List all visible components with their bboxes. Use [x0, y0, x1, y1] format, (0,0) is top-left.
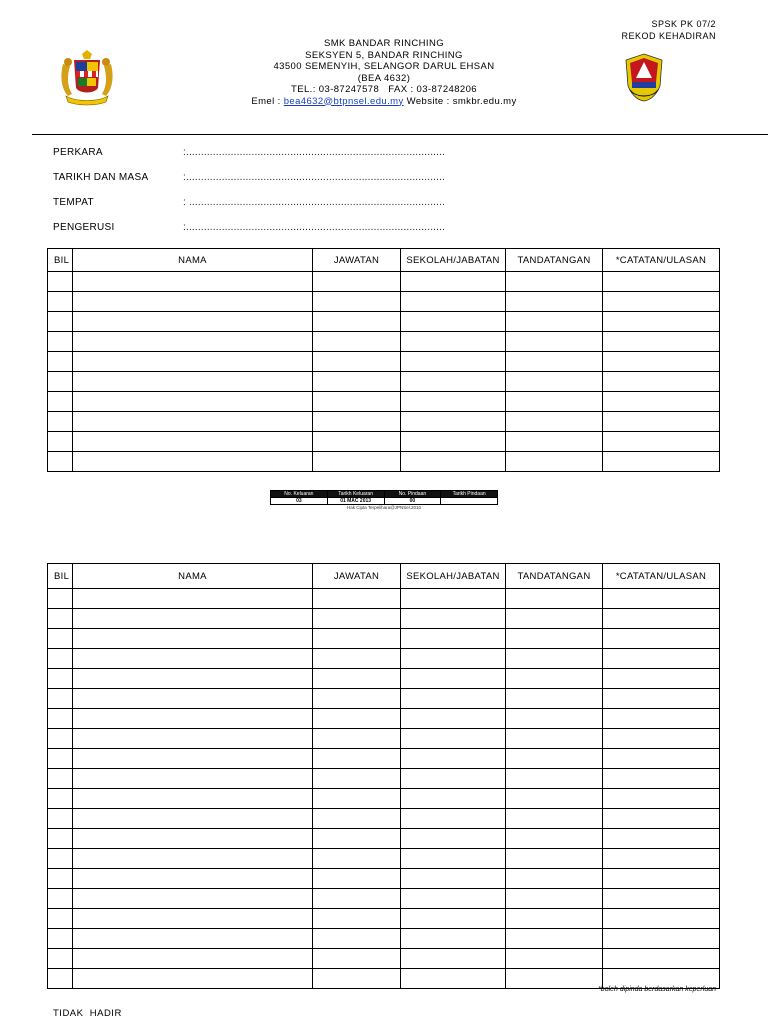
stamp-header-tarikh-keluaran: Tarikh Keluaran: [327, 491, 384, 498]
table-row: [48, 392, 720, 412]
cell-tandatangan[interactable]: [506, 809, 603, 829]
stamp-value-tarikh-keluaran: 01 MAC 2013: [327, 498, 384, 505]
cell-bil[interactable]: [48, 272, 73, 292]
cell-sekolah-jabatan[interactable]: [401, 292, 506, 312]
cell-catatan-ulasan[interactable]: [603, 629, 720, 649]
cell-catatan-ulasan[interactable]: [603, 312, 720, 332]
cell-bil[interactable]: [48, 392, 73, 412]
cell-bil[interactable]: [48, 312, 73, 332]
cell-sekolah-jabatan[interactable]: [401, 272, 506, 292]
cell-sekolah-jabatan[interactable]: [401, 609, 506, 629]
field-label-tempat: TEMPAT: [53, 197, 94, 208]
cell-catatan-ulasan[interactable]: [603, 789, 720, 809]
cell-nama[interactable]: [73, 312, 313, 332]
cell-tandatangan[interactable]: [506, 969, 603, 989]
cell-nama[interactable]: [73, 689, 313, 709]
table-row: [48, 312, 720, 332]
cell-jawatan[interactable]: [313, 392, 401, 412]
cell-tandatangan[interactable]: [506, 629, 603, 649]
absent-section-title: TIDAK HADIR: [53, 1008, 122, 1019]
cell-bil[interactable]: [48, 649, 73, 669]
table-row: [48, 272, 720, 292]
cell-catatan-ulasan[interactable]: [603, 889, 720, 909]
school-address-line2: 43500 SEMENYIH, SELANGOR DARUL EHSAN: [273, 61, 495, 72]
cell-sekolah-jabatan[interactable]: [401, 749, 506, 769]
cell-jawatan[interactable]: [313, 452, 401, 472]
cell-nama[interactable]: [73, 969, 313, 989]
cell-catatan-ulasan[interactable]: [603, 869, 720, 889]
cell-nama[interactable]: [73, 669, 313, 689]
cell-nama[interactable]: [73, 809, 313, 829]
table-row: [48, 869, 720, 889]
cell-catatan-ulasan[interactable]: [603, 392, 720, 412]
footnote: *boleh dipinda berdasarkan keperluan: [598, 986, 716, 993]
revision-stamp: [270, 490, 498, 505]
form-number: SPSK PK 07/2: [651, 19, 716, 29]
table-row: [48, 829, 720, 849]
cell-bil[interactable]: [48, 809, 73, 829]
cell-nama[interactable]: [73, 589, 313, 609]
cell-catatan-ulasan[interactable]: [603, 649, 720, 669]
cell-jawatan[interactable]: [313, 829, 401, 849]
cell-sekolah-jabatan[interactable]: [401, 372, 506, 392]
cell-jawatan[interactable]: [313, 969, 401, 989]
table-row: [48, 609, 720, 629]
cell-jawatan[interactable]: [313, 869, 401, 889]
cell-tandatangan[interactable]: [506, 589, 603, 609]
cell-catatan-ulasan[interactable]: [603, 272, 720, 292]
cell-tandatangan[interactable]: [506, 649, 603, 669]
cell-bil[interactable]: [48, 609, 73, 629]
cell-tandatangan[interactable]: [506, 312, 603, 332]
cell-sekolah-jabatan[interactable]: [401, 829, 506, 849]
cell-sekolah-jabatan[interactable]: [401, 432, 506, 452]
stamp-value-tarikh-pindaan: [441, 498, 498, 505]
attendance-table-1: [47, 248, 720, 472]
cell-bil[interactable]: [48, 689, 73, 709]
school-name: SMK BANDAR RINCHING: [323, 38, 445, 49]
cell-nama[interactable]: [73, 949, 313, 969]
table-row: [48, 432, 720, 452]
cell-jawatan[interactable]: [313, 929, 401, 949]
cell-tandatangan[interactable]: [506, 412, 603, 432]
cell-sekolah-jabatan[interactable]: [401, 809, 506, 829]
cell-sekolah-jabatan[interactable]: [401, 452, 506, 472]
cell-bil[interactable]: [48, 452, 73, 472]
cell-catatan-ulasan[interactable]: [603, 769, 720, 789]
school-address-line1: SEKSYEN 5, BANDAR RINCHING: [305, 49, 463, 61]
stamp-value-no-keluaran: 03: [271, 498, 328, 505]
cell-catatan-ulasan[interactable]: [603, 589, 720, 609]
header-catatan-ulasan: *CATATAN/ULASAN: [603, 564, 720, 589]
table-row: [48, 849, 720, 869]
cell-jawatan[interactable]: [313, 729, 401, 749]
header-sekolah-jabatan: SEKOLAH/JABATAN: [401, 249, 506, 272]
cell-tandatangan[interactable]: [506, 292, 603, 312]
cell-bil[interactable]: [48, 969, 73, 989]
cell-jawatan[interactable]: [313, 589, 401, 609]
table-row: [48, 949, 720, 969]
cell-tandatangan[interactable]: [506, 689, 603, 709]
cell-bil[interactable]: [48, 352, 73, 372]
cell-bil[interactable]: [48, 889, 73, 909]
school-phone-fax: TEL.: 03-87247578 FAX : 03-87248206: [291, 84, 477, 95]
field-value-pengerusi[interactable]: :.......................................................................................: [183, 222, 446, 233]
cell-nama[interactable]: [73, 452, 313, 472]
cell-nama[interactable]: [73, 649, 313, 669]
cell-nama[interactable]: [73, 272, 313, 292]
cell-nama[interactable]: [73, 929, 313, 949]
cell-jawatan[interactable]: [313, 689, 401, 709]
field-value-tarikh-masa[interactable]: :.......................................................................................: [183, 172, 446, 183]
cell-tandatangan[interactable]: [506, 392, 603, 412]
cell-tandatangan[interactable]: [506, 729, 603, 749]
table-row: [48, 789, 720, 809]
cell-bil[interactable]: [48, 949, 73, 969]
cell-nama[interactable]: [73, 889, 313, 909]
header-jawatan: JAWATAN: [313, 564, 401, 589]
field-label-perkara: PERKARA: [53, 147, 103, 158]
header-bil: BIL: [48, 249, 73, 272]
cell-jawatan[interactable]: [313, 292, 401, 312]
cell-sekolah-jabatan[interactable]: [401, 949, 506, 969]
cell-catatan-ulasan[interactable]: [603, 432, 720, 452]
form-title: REKOD KEHADIRAN: [621, 31, 716, 41]
cell-sekolah-jabatan[interactable]: [401, 352, 506, 372]
cell-tandatangan[interactable]: [506, 272, 603, 292]
cell-catatan-ulasan[interactable]: [603, 609, 720, 629]
cell-jawatan[interactable]: [313, 629, 401, 649]
cell-bil[interactable]: [48, 432, 73, 452]
field-value-tempat[interactable]: : ......................................................................................: [183, 197, 446, 208]
cell-bil[interactable]: [48, 749, 73, 769]
cell-catatan-ulasan[interactable]: [603, 949, 720, 969]
cell-tandatangan[interactable]: [506, 829, 603, 849]
cell-sekolah-jabatan[interactable]: [401, 312, 506, 332]
cell-jawatan[interactable]: [313, 432, 401, 452]
table-row: [48, 689, 720, 709]
cell-bil[interactable]: [48, 589, 73, 609]
cell-tandatangan[interactable]: [506, 769, 603, 789]
cell-catatan-ulasan[interactable]: [603, 332, 720, 352]
school-header: [0, 38, 768, 107]
cell-nama[interactable]: [73, 729, 313, 749]
table-row: [48, 749, 720, 769]
cell-jawatan[interactable]: [313, 352, 401, 372]
cell-sekolah-jabatan[interactable]: [401, 769, 506, 789]
cell-jawatan[interactable]: [313, 669, 401, 689]
cell-nama[interactable]: [73, 332, 313, 352]
cell-jawatan[interactable]: [313, 849, 401, 869]
cell-jawatan[interactable]: [313, 909, 401, 929]
cell-tandatangan[interactable]: [506, 909, 603, 929]
cell-tandatangan[interactable]: [506, 352, 603, 372]
cell-catatan-ulasan[interactable]: [603, 829, 720, 849]
cell-tandatangan[interactable]: [506, 849, 603, 869]
cell-bil[interactable]: [48, 729, 73, 749]
cell-jawatan[interactable]: [313, 749, 401, 769]
cell-jawatan[interactable]: [313, 649, 401, 669]
cell-tandatangan[interactable]: [506, 789, 603, 809]
cell-catatan-ulasan[interactable]: [603, 709, 720, 729]
cell-nama[interactable]: [73, 909, 313, 929]
cell-bil[interactable]: [48, 372, 73, 392]
cell-tandatangan[interactable]: [506, 669, 603, 689]
cell-bil[interactable]: [48, 789, 73, 809]
table-row: [48, 372, 720, 392]
table-row: [48, 589, 720, 609]
field-value-perkara[interactable]: :.......................................................................................: [183, 147, 446, 158]
school-code: (BEA 4632): [357, 72, 411, 84]
cell-nama[interactable]: [73, 829, 313, 849]
stamp-value-no-pindaan: 00: [384, 498, 441, 505]
cell-sekolah-jabatan[interactable]: [401, 669, 506, 689]
cell-nama[interactable]: [73, 392, 313, 412]
cell-catatan-ulasan[interactable]: [603, 849, 720, 869]
email-label: Emel :: [251, 95, 281, 107]
cell-bil[interactable]: [48, 849, 73, 869]
stamp-header-tarikh-pindaan: Tarikh Pindaan: [441, 491, 498, 498]
cell-tandatangan[interactable]: [506, 869, 603, 889]
cell-catatan-ulasan[interactable]: [603, 292, 720, 312]
cell-nama[interactable]: [73, 352, 313, 372]
cell-nama[interactable]: [73, 749, 313, 769]
header-sekolah-jabatan: SEKOLAH/JABATAN: [401, 564, 506, 589]
cell-jawatan[interactable]: [313, 889, 401, 909]
cell-tandatangan[interactable]: [506, 332, 603, 352]
cell-tandatangan[interactable]: [506, 452, 603, 472]
table-row: [48, 649, 720, 669]
table-header-row: [48, 249, 720, 272]
cell-jawatan[interactable]: [313, 312, 401, 332]
cell-nama[interactable]: [73, 629, 313, 649]
cell-nama[interactable]: [73, 292, 313, 312]
header-jawatan: JAWATAN: [313, 249, 401, 272]
header-tandatangan: TANDATANGAN: [506, 564, 603, 589]
cell-tandatangan[interactable]: [506, 709, 603, 729]
table-row: [48, 889, 720, 909]
cell-sekolah-jabatan[interactable]: [401, 889, 506, 909]
cell-tandatangan[interactable]: [506, 372, 603, 392]
cell-sekolah-jabatan[interactable]: [401, 849, 506, 869]
attendance-table-2: [47, 563, 720, 989]
cell-bil[interactable]: [48, 869, 73, 889]
field-label-pengerusi: PENGERUSI: [53, 222, 115, 233]
cell-bil[interactable]: [48, 292, 73, 312]
cell-sekolah-jabatan[interactable]: [401, 929, 506, 949]
cell-tandatangan[interactable]: [506, 929, 603, 949]
cell-tandatangan[interactable]: [506, 609, 603, 629]
cell-tandatangan[interactable]: [506, 432, 603, 452]
table-row: [48, 729, 720, 749]
cell-catatan-ulasan[interactable]: [603, 809, 720, 829]
cell-sekolah-jabatan[interactable]: [401, 709, 506, 729]
cell-catatan-ulasan[interactable]: [603, 452, 720, 472]
school-contact: [0, 96, 768, 108]
cell-nama[interactable]: [73, 412, 313, 432]
cell-catatan-ulasan[interactable]: [603, 412, 720, 432]
cell-sekolah-jabatan[interactable]: [401, 869, 506, 889]
table-row: [48, 909, 720, 929]
cell-jawatan[interactable]: [313, 789, 401, 809]
cell-sekolah-jabatan[interactable]: [401, 332, 506, 352]
cell-tandatangan[interactable]: [506, 889, 603, 909]
cell-sekolah-jabatan[interactable]: [401, 729, 506, 749]
cell-catatan-ulasan[interactable]: [603, 929, 720, 949]
cell-bil[interactable]: [48, 332, 73, 352]
cell-bil[interactable]: [48, 909, 73, 929]
table-row: [48, 452, 720, 472]
table-row: [48, 629, 720, 649]
cell-bil[interactable]: [48, 629, 73, 649]
cell-sekolah-jabatan[interactable]: [401, 629, 506, 649]
cell-jawatan[interactable]: [313, 412, 401, 432]
cell-nama[interactable]: [73, 372, 313, 392]
cell-sekolah-jabatan[interactable]: [401, 689, 506, 709]
table-row: [48, 709, 720, 729]
cell-nama[interactable]: [73, 609, 313, 629]
cell-sekolah-jabatan[interactable]: [401, 392, 506, 412]
table-header-row: [48, 564, 720, 589]
header-tandatangan: TANDATANGAN: [506, 249, 603, 272]
cell-nama[interactable]: [73, 849, 313, 869]
table-row: [48, 352, 720, 372]
cell-jawatan[interactable]: [313, 949, 401, 969]
header-catatan-ulasan: *CATATAN/ULASAN: [603, 249, 720, 272]
cell-bil[interactable]: [48, 769, 73, 789]
cell-bil[interactable]: [48, 929, 73, 949]
stamp-header-no-pindaan: No. Pindaan: [384, 491, 441, 498]
cell-jawatan[interactable]: [313, 809, 401, 829]
cell-catatan-ulasan[interactable]: [603, 689, 720, 709]
cell-sekolah-jabatan[interactable]: [401, 649, 506, 669]
table-row: [48, 929, 720, 949]
stamp-header-no-keluaran: No. Keluaran: [271, 491, 328, 498]
cell-jawatan[interactable]: [313, 769, 401, 789]
cell-nama[interactable]: [73, 432, 313, 452]
cell-catatan-ulasan[interactable]: [603, 749, 720, 769]
cell-jawatan[interactable]: [313, 332, 401, 352]
email-link[interactable]: bea4632@btpnsel.edu.my: [283, 95, 404, 107]
cell-catatan-ulasan[interactable]: [603, 909, 720, 929]
header-nama: NAMA: [73, 249, 313, 272]
cell-bil[interactable]: [48, 829, 73, 849]
table-row: [48, 669, 720, 689]
cell-nama[interactable]: [73, 869, 313, 889]
header-nama: NAMA: [73, 564, 313, 589]
header-divider: [32, 134, 768, 135]
table-row: [48, 769, 720, 789]
table-row: [48, 292, 720, 312]
table-row: [48, 332, 720, 352]
copyright-text: Hak Cipta Terpelihara@JPNSel.2010: [346, 505, 422, 510]
cell-catatan-ulasan[interactable]: [603, 669, 720, 689]
cell-catatan-ulasan[interactable]: [603, 352, 720, 372]
cell-jawatan[interactable]: [313, 272, 401, 292]
cell-sekolah-jabatan[interactable]: [401, 789, 506, 809]
cell-jawatan[interactable]: [313, 372, 401, 392]
cell-tandatangan[interactable]: [506, 749, 603, 769]
cell-jawatan[interactable]: [313, 609, 401, 629]
stamp-value-row: [271, 498, 498, 505]
table-row: [48, 412, 720, 432]
header-bil: BIL: [48, 564, 73, 589]
stamp-header-row: [271, 491, 498, 498]
cell-nama[interactable]: [73, 709, 313, 729]
table-row: [48, 809, 720, 829]
cell-tandatangan[interactable]: [506, 949, 603, 969]
cell-bil[interactable]: [48, 709, 73, 729]
cell-bil[interactable]: [48, 412, 73, 432]
cell-catatan-ulasan[interactable]: [603, 372, 720, 392]
website-text: Website : smkbr.edu.my: [406, 95, 517, 107]
cell-bil[interactable]: [48, 669, 73, 689]
cell-sekolah-jabatan[interactable]: [401, 589, 506, 609]
cell-nama[interactable]: [73, 769, 313, 789]
cell-jawatan[interactable]: [313, 709, 401, 729]
cell-sekolah-jabatan[interactable]: [401, 412, 506, 432]
field-label-tarikh-masa: TARIKH DAN MASA: [53, 172, 149, 183]
cell-sekolah-jabatan[interactable]: [401, 969, 506, 989]
cell-catatan-ulasan[interactable]: [603, 729, 720, 749]
cell-nama[interactable]: [73, 789, 313, 809]
cell-sekolah-jabatan[interactable]: [401, 909, 506, 929]
